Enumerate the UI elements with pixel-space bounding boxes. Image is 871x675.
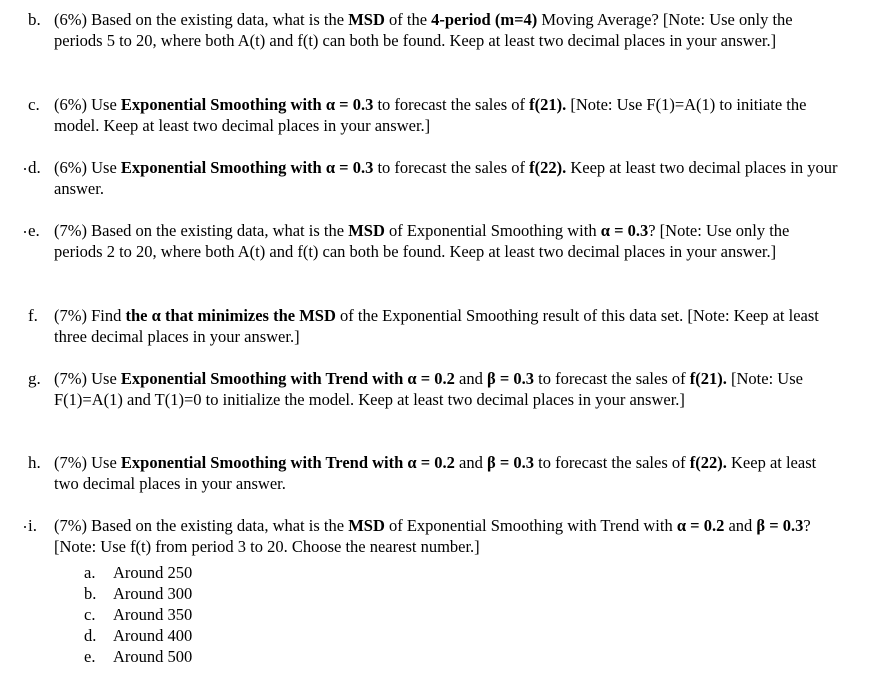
bold-text: Exponential Smoothing with Trend with α = 0.2: [120, 369, 455, 388]
text-run: and: [454, 369, 487, 388]
question-text: [54, 452, 839, 494]
text-run: ? [Note: Use only the periods 2 to 20, where both A(t) and f(t) can both be found. Keep at least two decimal places in your answer.]: [54, 221, 790, 261]
text-run: and: [454, 453, 487, 472]
item-marker: e.: [28, 221, 40, 240]
item-marker: f.: [28, 306, 38, 325]
text-run: Keep at least two decimal places in your answer.: [54, 158, 838, 198]
text-run: (7%) Use: [54, 369, 121, 388]
text-run: ? [Note: Use f(t) from period 3 to 20. Choose the nearest number.]: [54, 516, 811, 556]
text-run: (6%) Use: [54, 95, 121, 114]
bold-text: MSD: [348, 221, 385, 240]
item-marker: g.: [28, 369, 41, 388]
option-text: Around 400: [113, 626, 193, 645]
bold-text: MSD: [348, 516, 385, 535]
bold-text: α = 0.3: [600, 221, 649, 240]
bold-text: f(22).: [689, 453, 727, 472]
bold-text: the α that minimizes the MSD: [125, 306, 336, 325]
bold-text: β = 0.3: [756, 516, 804, 535]
text-run: (6%) Based on the existing data, what is the: [54, 10, 349, 29]
text-run: (7%) Based on the existing data, what is the: [54, 221, 349, 240]
bold-text: f(21).: [689, 369, 727, 388]
bold-text: Exponential Smoothing with α = 0.3: [120, 95, 374, 114]
text-run: to forecast the sales of: [373, 95, 530, 114]
text-run: Moving Average? [Note: Use only the periods 5 to 20, where both A(t) and f(t) can both be found. Keep at least two decimal places in your answer.]: [54, 10, 793, 50]
text-run: of Exponential Smoothing with Trend with: [384, 516, 677, 535]
item-marker: c.: [28, 95, 40, 114]
option-letter: a.: [84, 563, 96, 582]
text-run: of Exponential Smoothing with: [384, 221, 601, 240]
bold-text: α = 0.2: [676, 516, 725, 535]
bold-text: f(21).: [529, 95, 567, 114]
item-marker: i.: [28, 516, 37, 535]
option-text: Around 250: [113, 563, 193, 582]
text-run: (7%) Use: [54, 453, 121, 472]
item-marker: h.: [28, 453, 41, 472]
bold-text: 4-period (m=4): [431, 10, 538, 29]
option-letter: c.: [84, 605, 96, 624]
option-text: Around 500: [113, 647, 193, 666]
item-marker: b.: [28, 10, 41, 29]
text-run: of the: [384, 10, 432, 29]
option-letter: e.: [84, 647, 96, 666]
question-text: [54, 515, 839, 557]
option-letter: d.: [84, 626, 97, 645]
text-run: and: [724, 516, 757, 535]
text-run: [Note: Use F(1)=A(1) to initiate the model. Keep at least two decimal places in your answer.]: [54, 95, 807, 135]
bold-text: β = 0.3: [487, 453, 534, 472]
option-text: Around 350: [113, 605, 193, 624]
text-run: Keep at least two decimal places in your answer.: [54, 453, 817, 493]
question-text: [54, 94, 839, 136]
bold-text: f(22).: [529, 158, 567, 177]
question-text: [54, 368, 839, 410]
bold-text: Exponential Smoothing with α = 0.3: [120, 158, 374, 177]
bold-text: β = 0.3: [487, 369, 534, 388]
option-text: Around 300: [113, 584, 193, 603]
question-text: [54, 157, 839, 199]
option-letter: b.: [84, 584, 97, 603]
bold-text: Exponential Smoothing with Trend with α = 0.2: [120, 453, 455, 472]
item-marker: d.: [28, 158, 41, 177]
question-text: [54, 9, 839, 51]
text-run: (7%) Find: [54, 306, 126, 325]
text-run: to forecast the sales of: [373, 158, 530, 177]
text-run: (7%) Based on the existing data, what is the: [54, 516, 349, 535]
bold-text: MSD: [348, 10, 385, 29]
text-run: to forecast the sales of: [533, 453, 690, 472]
text-run: [Note: Use F(1)=A(1) and T(1)=0 to initialize the model. Keep at least two decimal places in your answer.]: [54, 369, 803, 409]
question-text: [54, 220, 839, 262]
text-run: (6%) Use: [54, 158, 121, 177]
question-text: [54, 305, 839, 347]
text-run: to forecast the sales of: [533, 369, 690, 388]
text-run: of the Exponential Smoothing result of this data set. [Note: Keep at least three decimal places in your answer.]: [54, 306, 819, 346]
